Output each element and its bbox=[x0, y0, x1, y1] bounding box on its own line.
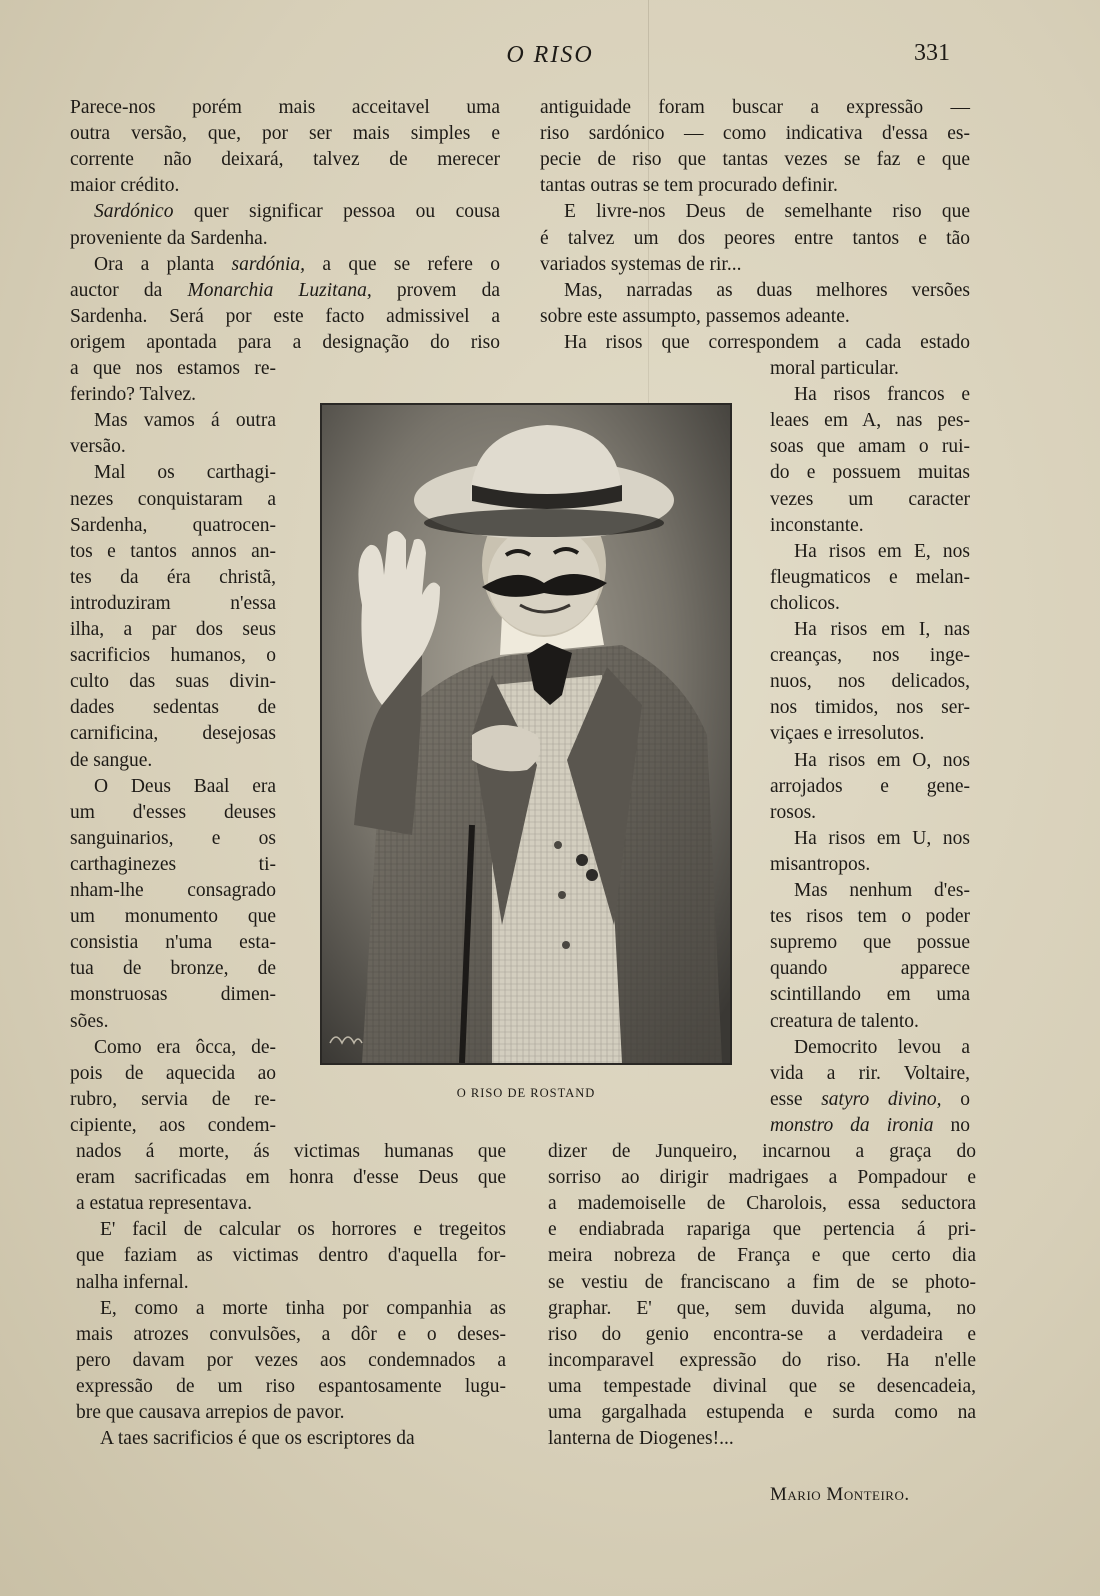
right-column-text-line: do e possuem muitas bbox=[770, 462, 970, 484]
right-column-text-line: cholicos. bbox=[770, 592, 840, 614]
left-column-text-line: auctor da Monarchia Luzitana, provem da bbox=[70, 279, 500, 301]
photo-caption: O RISO DE ROSTAND bbox=[456, 1086, 596, 1100]
left-column-text-line: tos e tantos annos an- bbox=[70, 540, 276, 562]
left-column-text-line: origem apontada para a designação do riso bbox=[70, 331, 500, 353]
right-column-text-line: riso do genio encontra-se a verdadeira e bbox=[548, 1323, 976, 1345]
left-column-text-line: introduziram n'essa bbox=[70, 592, 276, 614]
left-column-text-line: tes da éra christã, bbox=[70, 566, 276, 588]
right-column-text-line: variados systemas de rir... bbox=[540, 253, 742, 275]
right-column-text-line: graphar. E' que, sem duvida alguma, no bbox=[548, 1297, 976, 1319]
right-column-text-line: Ha risos em I, nas bbox=[794, 619, 970, 640]
right-column-text-line: meira nobreza de França e que certo dia bbox=[548, 1245, 976, 1267]
right-column-text-line: E livre-nos Deus de semelhante riso que bbox=[564, 201, 970, 223]
right-column-text-line: leaes em A, nas pes- bbox=[770, 410, 970, 432]
right-column-text-line: arrojados e gene- bbox=[770, 775, 970, 797]
right-column-text-line: tantas outras se tem procurado definir. bbox=[540, 175, 838, 197]
left-column-text-line: O Deus Baal era bbox=[94, 775, 276, 797]
right-column-text-line: Ha risos em U, nos bbox=[794, 827, 970, 849]
right-column-text-line: Ha risos que correspondem a cada estado bbox=[564, 331, 970, 353]
left-column-text-line: A taes sacrificios é que os escriptores da bbox=[100, 1428, 415, 1450]
right-column-text-line: creatura de talento. bbox=[770, 1010, 919, 1032]
right-column-text-line: supremo que possue bbox=[770, 932, 970, 954]
right-column-text-line: sorriso ao dirigir madrigaes a Pompadour e bbox=[548, 1167, 976, 1189]
left-column-text-line: E, como a morte tinha por companhia as bbox=[100, 1297, 506, 1319]
left-column-text-line: nezes conquistaram a bbox=[70, 488, 276, 510]
right-column-text-line: scintillando em uma bbox=[770, 984, 970, 1006]
left-column-text-line: ilha, a par dos seus bbox=[70, 619, 276, 640]
left-column-text-line: E' facil de calcular os horrores e tregeitos bbox=[100, 1219, 506, 1241]
left-column-text-line: monstruosas dimen- bbox=[70, 984, 276, 1006]
left-column-text-line: Mas vamos á outra bbox=[94, 410, 276, 432]
right-column-text-line: é talvez um dos peores entre tantos e tão bbox=[540, 227, 970, 249]
right-column-text-line: soas que amam o rui- bbox=[770, 436, 970, 458]
right-column-text-line: rosos. bbox=[770, 801, 817, 823]
left-column-text-line: ferindo? Talvez. bbox=[70, 384, 197, 406]
right-column-text-line: uma tempestade divinal que se desencadeia, bbox=[548, 1375, 976, 1397]
right-column-text-line: Democrito levou a bbox=[794, 1036, 970, 1058]
right-column-text-line: tes risos tem o poder bbox=[770, 906, 970, 928]
right-column-text-line: lanterna de Diogenes!... bbox=[548, 1428, 734, 1450]
right-column-text-line: se vestiu de franciscano a fim de se photo- bbox=[548, 1271, 976, 1293]
left-column-text-line: corrente não deixará, talvez de merecer bbox=[70, 149, 500, 171]
right-column-text-line: a mademoiselle de Charolois, essa seductora bbox=[548, 1193, 976, 1215]
right-column-text-line: incomparavel expressão do riso. Ha n'elle bbox=[548, 1349, 976, 1371]
left-column-text-line: bre que causava arrepios de pavor. bbox=[76, 1402, 345, 1423]
right-column-text-line: moral particular. bbox=[770, 358, 899, 379]
left-column-text-line: cipiente, aos condem- bbox=[70, 1114, 276, 1136]
left-column-text-line: pero davam por vezes aos condemnados a bbox=[76, 1349, 506, 1371]
right-column-text-line: fleugmaticos e melan- bbox=[770, 566, 970, 588]
left-column-text-line: que faziam as victimas dentro d'aquella for- bbox=[76, 1245, 506, 1267]
right-column-text-line: Ha risos em O, nos bbox=[794, 749, 970, 771]
left-column-text-line: a que nos estamos re- bbox=[70, 358, 276, 379]
left-column-text-line: nados á morte, ás victimas humanas que bbox=[76, 1141, 506, 1162]
italic-emphasis: satyro divino, bbox=[821, 1088, 942, 1110]
left-column-text-line: expressão de um riso espantosamente lugu- bbox=[76, 1375, 506, 1397]
page-number: 331 bbox=[914, 40, 950, 66]
left-column-text-line: maior crédito. bbox=[70, 175, 180, 197]
rostand-photograph bbox=[322, 405, 730, 1063]
right-column-text-line: misantropos. bbox=[770, 853, 871, 875]
right-column-text-line: creanças, nos inge- bbox=[770, 645, 970, 667]
right-column-text-line: quando apparece bbox=[770, 958, 970, 980]
right-column-text-line: viçaes e irresolutos. bbox=[770, 723, 925, 745]
left-column-text-line: outra versão, que, por ser mais simples e bbox=[70, 123, 500, 145]
left-column-text-line: Sardónico quer significar pessoa ou cousa bbox=[94, 201, 500, 223]
italic-emphasis: sardónia, bbox=[231, 253, 306, 275]
left-column-text-line: sões. bbox=[70, 1010, 109, 1032]
right-column-text-line: antiguidade foram buscar a expressão — bbox=[540, 97, 970, 118]
left-column-text-line: mais atrozes convulsões, a dôr e o deses- bbox=[76, 1323, 506, 1345]
running-header-title: O RISO bbox=[506, 42, 594, 68]
left-column-text-line: nalha infernal. bbox=[76, 1271, 189, 1293]
left-column-text-line: tua de bronze, de bbox=[70, 958, 276, 980]
rostand-photo-illustration bbox=[322, 405, 730, 1063]
right-column-text-line: nos timidos, nos ser- bbox=[770, 697, 970, 719]
right-column-text-line: uma gargalhada estupenda e surda como na bbox=[548, 1402, 976, 1423]
right-column-text-line: Ha risos francos e bbox=[794, 384, 970, 406]
left-column-text-line: Mal os carthagi- bbox=[94, 462, 276, 484]
left-column-text-line: Parece-nos porém mais acceitavel uma bbox=[70, 97, 500, 118]
left-column-text-line: rubro, servia de re- bbox=[70, 1088, 276, 1110]
right-column-text-line: vida a rir. Voltaire, bbox=[770, 1062, 970, 1084]
right-column-text-line: riso sardónico — como indicativa d'essa es- bbox=[540, 123, 970, 145]
left-column-text-line: Sardenha. Será por este facto admissivel a bbox=[70, 305, 500, 327]
right-column-text-line: nuos, nos delicados, bbox=[770, 671, 970, 693]
left-column-text-line: a estatua representava. bbox=[76, 1193, 252, 1215]
left-column-text-line: culto das suas divin- bbox=[70, 671, 276, 693]
left-column-text-line: um d'esses deuses bbox=[70, 801, 276, 823]
right-column-text-line: Mas nenhum d'es- bbox=[794, 880, 970, 901]
left-column-text-line: eram sacrificadas em honra d'esse Deus que bbox=[76, 1167, 506, 1189]
left-column-text-line: proveniente da Sardenha. bbox=[70, 227, 268, 249]
left-column-text-line: Ora a planta sardónia, a que se refere o bbox=[94, 253, 500, 275]
left-column-text-line: sacrificios humanos, o bbox=[70, 645, 276, 667]
right-column-text-line: vezes um caracter bbox=[770, 488, 970, 510]
left-column-text-line: versão. bbox=[70, 436, 126, 458]
left-column-text-line: pois de aquecida ao bbox=[70, 1062, 276, 1084]
left-column-text-line: Como era ôcca, de- bbox=[94, 1036, 276, 1058]
left-column-text-line: dades sedentas de bbox=[70, 697, 276, 719]
left-column-text-line: um monumento que bbox=[70, 906, 276, 928]
right-column-text-line: inconstante. bbox=[770, 514, 864, 536]
left-column-text-line: consistia n'uma esta- bbox=[70, 932, 276, 954]
left-column-text-line: Sardenha, quatrocen- bbox=[70, 514, 276, 536]
right-column-text-line: dizer de Junqueiro, incarnou a graça do bbox=[548, 1141, 976, 1162]
italic-emphasis: Sardónico bbox=[94, 201, 174, 223]
italic-emphasis: monstro da ironia bbox=[770, 1114, 934, 1136]
left-column-text-line: sanguinarios, e os bbox=[70, 827, 276, 849]
right-column-text-line: pecie de riso que tantas vezes se faz e que bbox=[540, 149, 970, 171]
right-column-text-line: Mas, narradas as duas melhores versões bbox=[564, 279, 970, 301]
italic-emphasis: Monarchia Luzitana, bbox=[187, 279, 372, 301]
left-column-text-line: carthaginezes ti- bbox=[70, 853, 276, 875]
right-column-text-line: sobre este assumpto, passemos adeante. bbox=[540, 305, 850, 327]
right-column-text-line: Ha risos em E, nos bbox=[794, 540, 970, 562]
left-column-text-line: de sangue. bbox=[70, 749, 153, 771]
right-column-text-line: esse satyro divino, o bbox=[770, 1088, 970, 1110]
left-column-text-line: nham-lhe consagrado bbox=[70, 880, 276, 901]
right-column-text-line: monstro da ironia no bbox=[770, 1114, 971, 1136]
left-column-text-line: carnificina, desejosas bbox=[70, 723, 276, 745]
right-column-text-line: e endiabrada rapariga que pertencia á pri- bbox=[548, 1219, 976, 1241]
author-signature: Mario Monteiro. bbox=[770, 1484, 910, 1505]
